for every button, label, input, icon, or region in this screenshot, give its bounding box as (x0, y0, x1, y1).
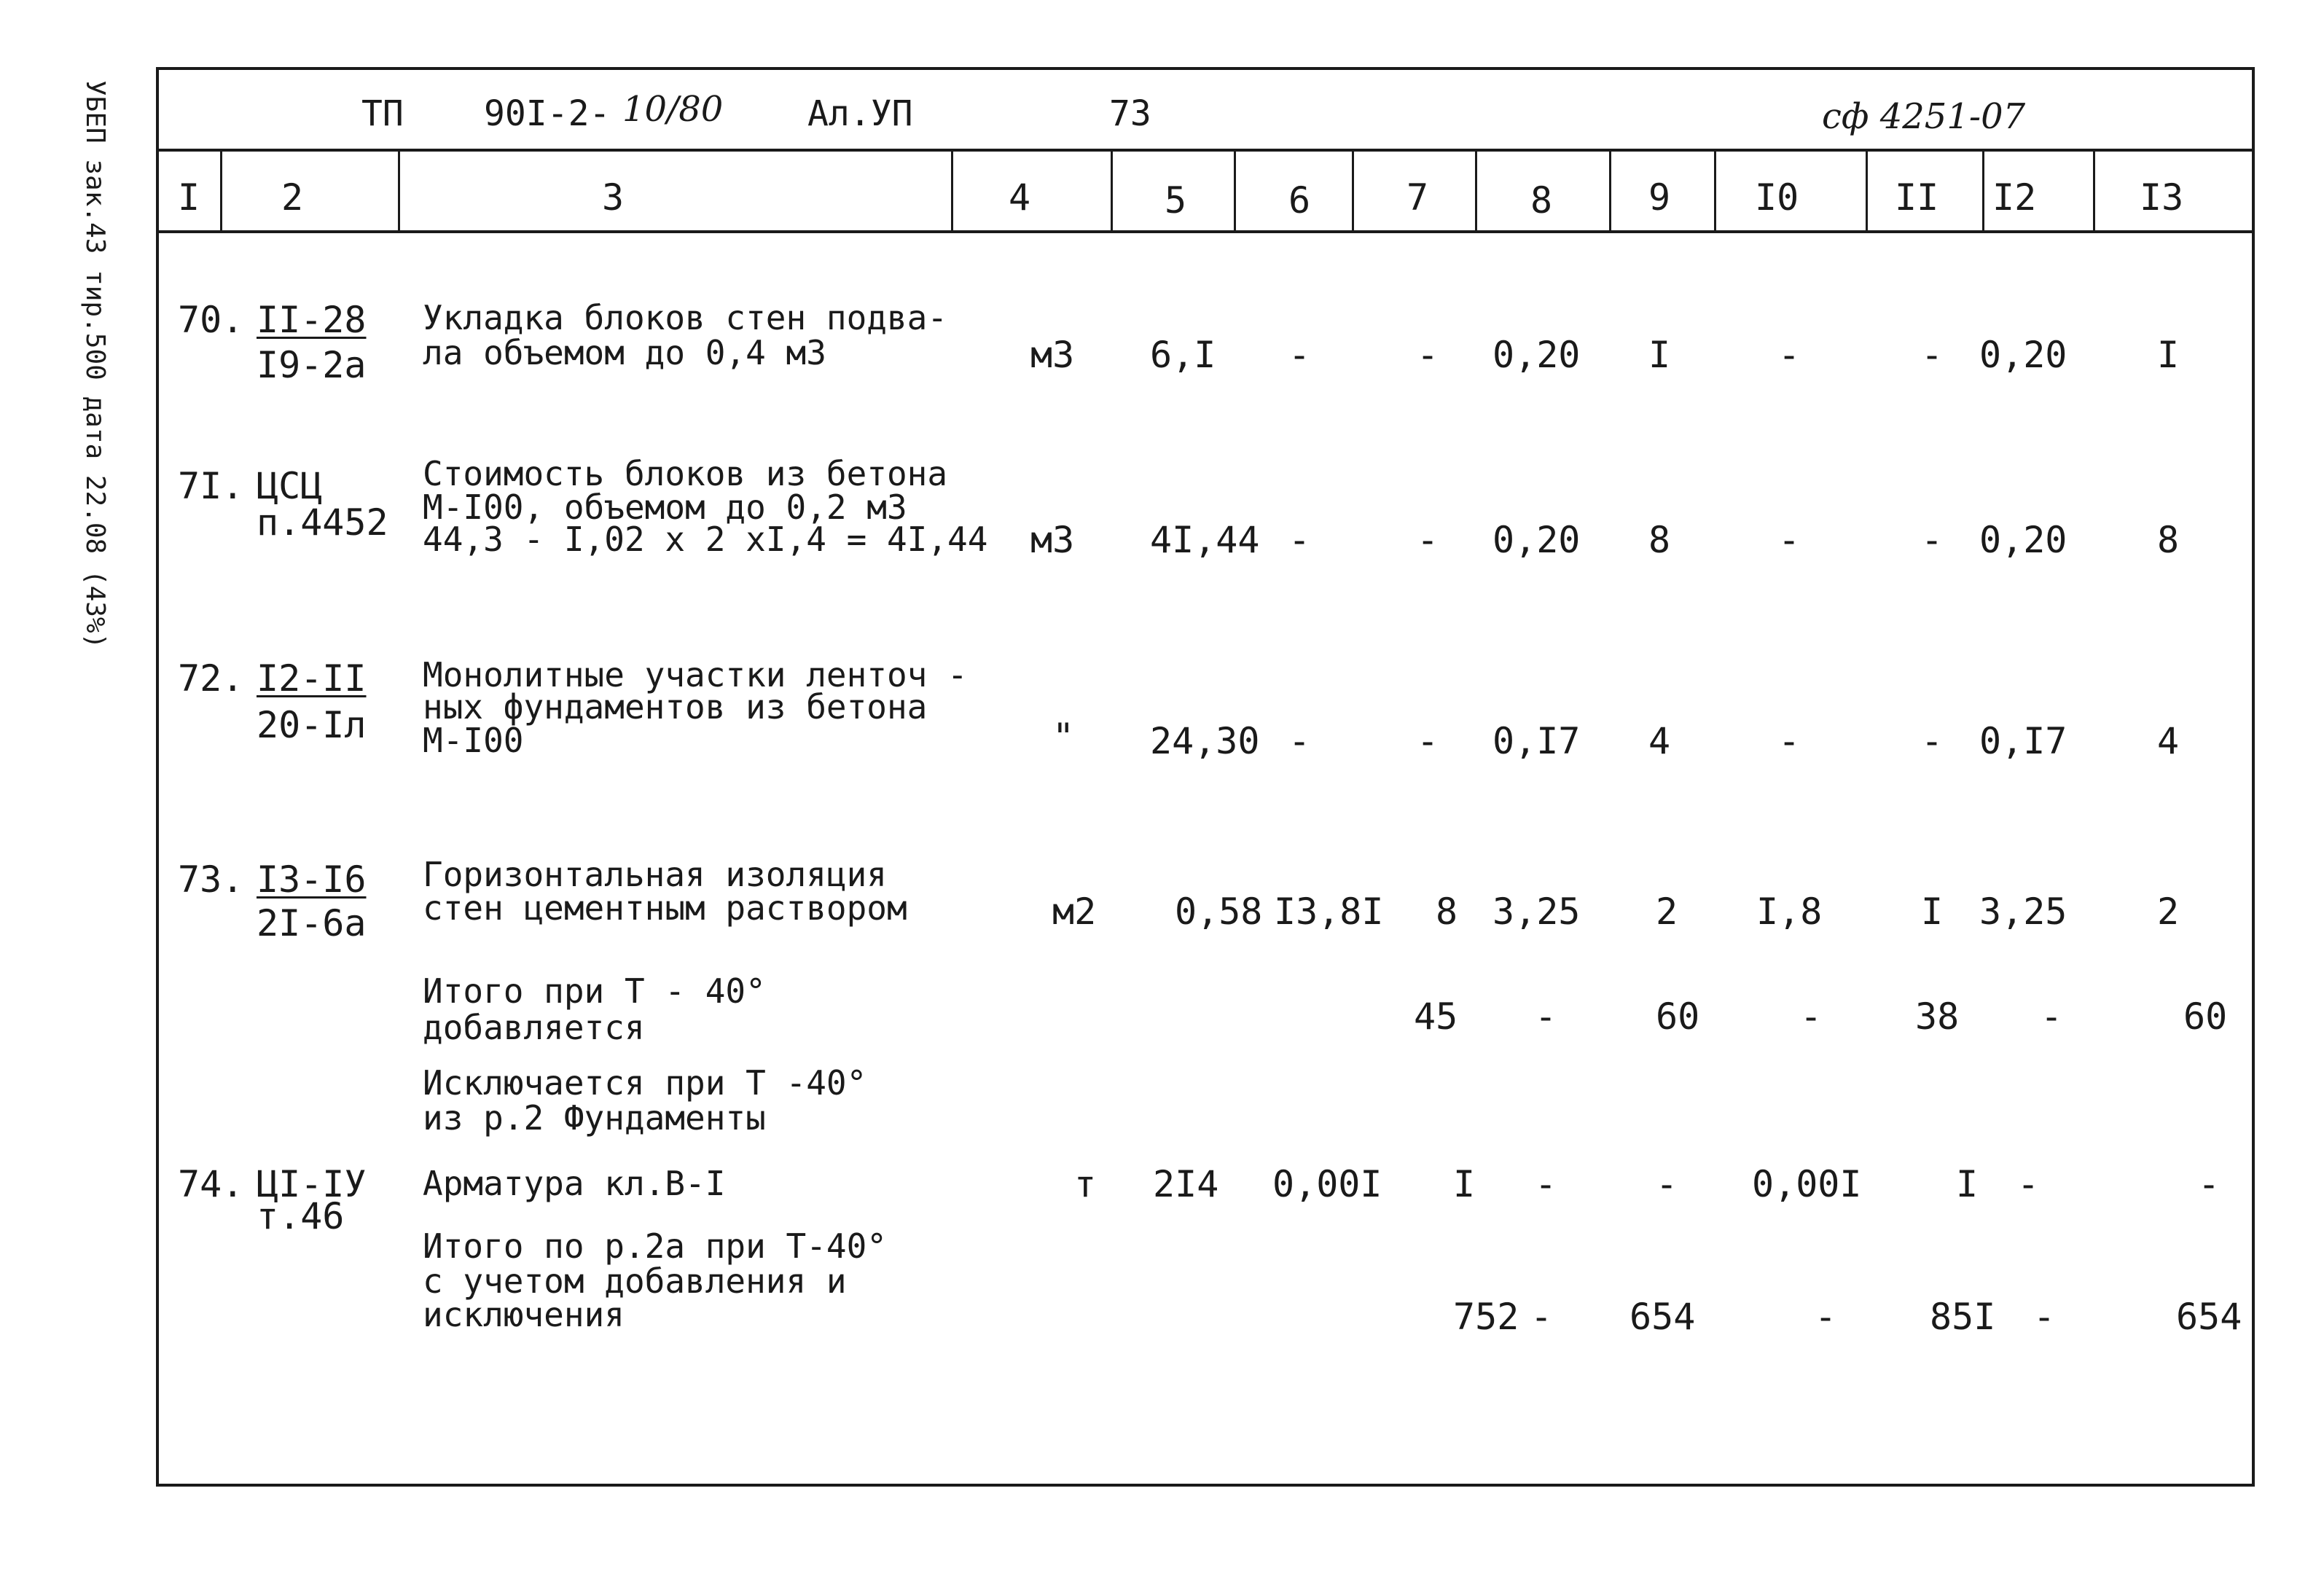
header-code-handwritten: сф 4251-07 (1822, 96, 2026, 137)
col-sep-1 (220, 150, 222, 232)
total-c8: - (1530, 1296, 1553, 1338)
column-number: 6 (1288, 179, 1311, 222)
row-c10: - (1778, 519, 1801, 561)
column-number: I3 (2140, 176, 2184, 219)
subtotal-description-line: Итого при Т - 40° (423, 971, 766, 1011)
row-c5: 0,58 (1175, 891, 1263, 933)
row-c7: - (1417, 519, 1439, 561)
column-number: 9 (1648, 176, 1671, 219)
subtotal-c9: 60 (1656, 995, 1700, 1038)
row-c8: 0,20 (1492, 334, 1581, 376)
excluded-note-line: Исключается при Т -40° (423, 1063, 867, 1103)
row-c12: 3,25 (1979, 891, 2067, 933)
row-c8: 0,20 (1492, 519, 1581, 561)
col-sep-12 (2093, 150, 2095, 232)
row-c13: 8 (2157, 519, 2180, 561)
total-description-line: Итого по р.2а при Т-40° (423, 1226, 887, 1266)
row-description-line: Укладка блоков стен подва- (423, 298, 948, 337)
row-description-line: М-I00, объемом до 0,2 м3 (423, 488, 907, 527)
row-c9: I (1648, 334, 1671, 376)
row-c7: 8 (1436, 891, 1458, 933)
row-c9: 2 (1656, 891, 1678, 933)
subtotal-c7: 45 (1414, 995, 1458, 1038)
column-number: 5 (1165, 179, 1187, 222)
col-sep-6 (1352, 150, 1354, 232)
subtotal-c11: 38 (1915, 995, 1960, 1038)
column-number: 7 (1406, 176, 1429, 219)
row-c10: - (1778, 720, 1801, 762)
col-sep-8 (1609, 150, 1611, 232)
row-number: 70. (178, 299, 244, 341)
row-c11: I (1921, 891, 1944, 933)
row-c8: 3,25 (1492, 891, 1581, 933)
row-c13: - (2198, 1163, 2221, 1205)
row-code-bottom: 20-Iл (257, 704, 367, 746)
row-number: 73. (178, 858, 244, 901)
header-project-handwritten: 10/80 (622, 89, 724, 130)
row-code-top: ЦСЦ (257, 465, 323, 507)
total-c7: 752 (1453, 1296, 1519, 1338)
row-number: 72. (178, 657, 244, 700)
row-code-bottom: I9-2а (257, 344, 367, 386)
row-c13: 4 (2157, 720, 2180, 762)
row-c6: 0,00I (1272, 1163, 1382, 1205)
row-c8: - (1535, 1163, 1557, 1205)
row-description-line: 44,3 - I,02 х 2 хI,4 = 4I,44 (423, 520, 988, 559)
row-c6: I3,8I (1274, 891, 1384, 933)
header-page: 73 (1109, 93, 1151, 134)
header-album: Ал.УП (807, 93, 913, 134)
row-c7: - (1417, 334, 1439, 376)
col-sep-5 (1234, 150, 1236, 232)
row-c9: 4 (1648, 720, 1671, 762)
row-c12: 0,20 (1979, 519, 2067, 561)
total-c13: 654 (2176, 1296, 2242, 1338)
header-tp: ТП (361, 93, 404, 134)
row-c6: - (1288, 519, 1311, 561)
row-c5: 24,30 (1150, 720, 1260, 762)
excluded-note-line: из р.2 Фундаменты (423, 1098, 766, 1138)
row-code-top: I3-I6 (257, 858, 367, 901)
row-c10: - (1778, 334, 1801, 376)
row-unit: " (1052, 716, 1075, 758)
row-c8: 0,I7 (1492, 720, 1581, 762)
row-code-bottom: 2I-6а (257, 902, 367, 944)
total-description-line: исключения (423, 1295, 625, 1334)
column-number: I (178, 176, 200, 219)
row-c5: 4I,44 (1150, 519, 1260, 561)
row-c6: - (1288, 720, 1311, 762)
row-unit: м2 (1052, 891, 1097, 933)
row-description-line: Горизонтальная изоляция (423, 855, 887, 894)
total-c12: - (2033, 1296, 2056, 1338)
row-c13: 2 (2157, 891, 2180, 933)
row-code-bottom: п.4452 (257, 501, 388, 544)
column-number: I2 (1992, 176, 2037, 219)
row-unit: т (1074, 1163, 1097, 1205)
row-number: 74. (178, 1163, 244, 1205)
total-c10: - (1815, 1296, 1837, 1338)
column-number-rule (156, 230, 2255, 233)
col-sep-4 (1111, 150, 1113, 232)
row-c12: 0,I7 (1979, 720, 2067, 762)
subtotal-c12: - (2041, 995, 2063, 1038)
subtotal-description-line: добавляется (423, 1008, 645, 1047)
row-code-bottom: т.46 (257, 1195, 345, 1237)
row-description-line: Стоимость блоков из бетона (423, 454, 948, 493)
col-sep-9 (1714, 150, 1716, 232)
column-number: 2 (281, 176, 304, 219)
row-code-top: II-28 (257, 299, 367, 341)
row-c10: 0,00I (1752, 1163, 1862, 1205)
row-description-line: Монолитные участки ленточ - (423, 655, 968, 694)
row-description-line: ных фундаментов из бетона (423, 687, 928, 727)
col-sep-3 (951, 150, 953, 232)
row-number: 7I. (178, 465, 244, 507)
col-sep-11 (1982, 150, 1984, 232)
total-c11: 85I (1930, 1296, 1996, 1338)
total-c9: 654 (1629, 1296, 1696, 1338)
column-number: 3 (602, 176, 625, 219)
header-rule (156, 149, 2255, 152)
row-c11: - (1921, 334, 1944, 376)
row-c6: - (1288, 334, 1311, 376)
row-c11: - (1921, 720, 1944, 762)
total-description-line: с учетом добавления и (423, 1261, 847, 1301)
row-unit: м3 (1030, 519, 1075, 561)
row-c11: - (1921, 519, 1944, 561)
row-c9: 8 (1648, 519, 1671, 561)
col-sep-7 (1475, 150, 1477, 232)
row-description-line: стен цементным раствором (423, 888, 907, 928)
subtotal-c10: - (1800, 995, 1823, 1038)
row-description-line: Арматура кл.В-I (423, 1164, 726, 1203)
row-c11: I (1956, 1163, 1979, 1205)
row-c5: 6,I (1150, 334, 1216, 376)
subtotal-c8: - (1535, 995, 1557, 1038)
column-number: I0 (1755, 176, 1799, 219)
row-c7: - (1417, 720, 1439, 762)
row-description-line: М-I00 (423, 721, 524, 760)
row-c13: I (2157, 334, 2180, 376)
side-stamp: УБЕП зак.43 тир.500 дата 22.08 (43%) (80, 80, 110, 649)
row-c7: I (1453, 1163, 1476, 1205)
row-code-top: ЦI-IУ (257, 1163, 367, 1205)
row-c9: - (1656, 1163, 1678, 1205)
row-description-line: ла объемом до 0,4 м3 (423, 333, 826, 372)
row-c10: I,8 (1756, 891, 1823, 933)
subtotal-c13: 60 (2183, 995, 2228, 1038)
column-number: 8 (1530, 179, 1553, 222)
col-sep-2 (398, 150, 400, 232)
column-number: II (1895, 176, 1939, 219)
col-sep-10 (1866, 150, 1868, 232)
row-code-top: I2-II (257, 657, 367, 700)
row-c12: 0,20 (1979, 334, 2067, 376)
row-c5: 2I4 (1153, 1163, 1219, 1205)
header-project: 90I-2- (484, 93, 611, 134)
row-unit: м3 (1030, 334, 1075, 376)
row-c12: - (2017, 1163, 2040, 1205)
column-number: 4 (1009, 176, 1031, 219)
